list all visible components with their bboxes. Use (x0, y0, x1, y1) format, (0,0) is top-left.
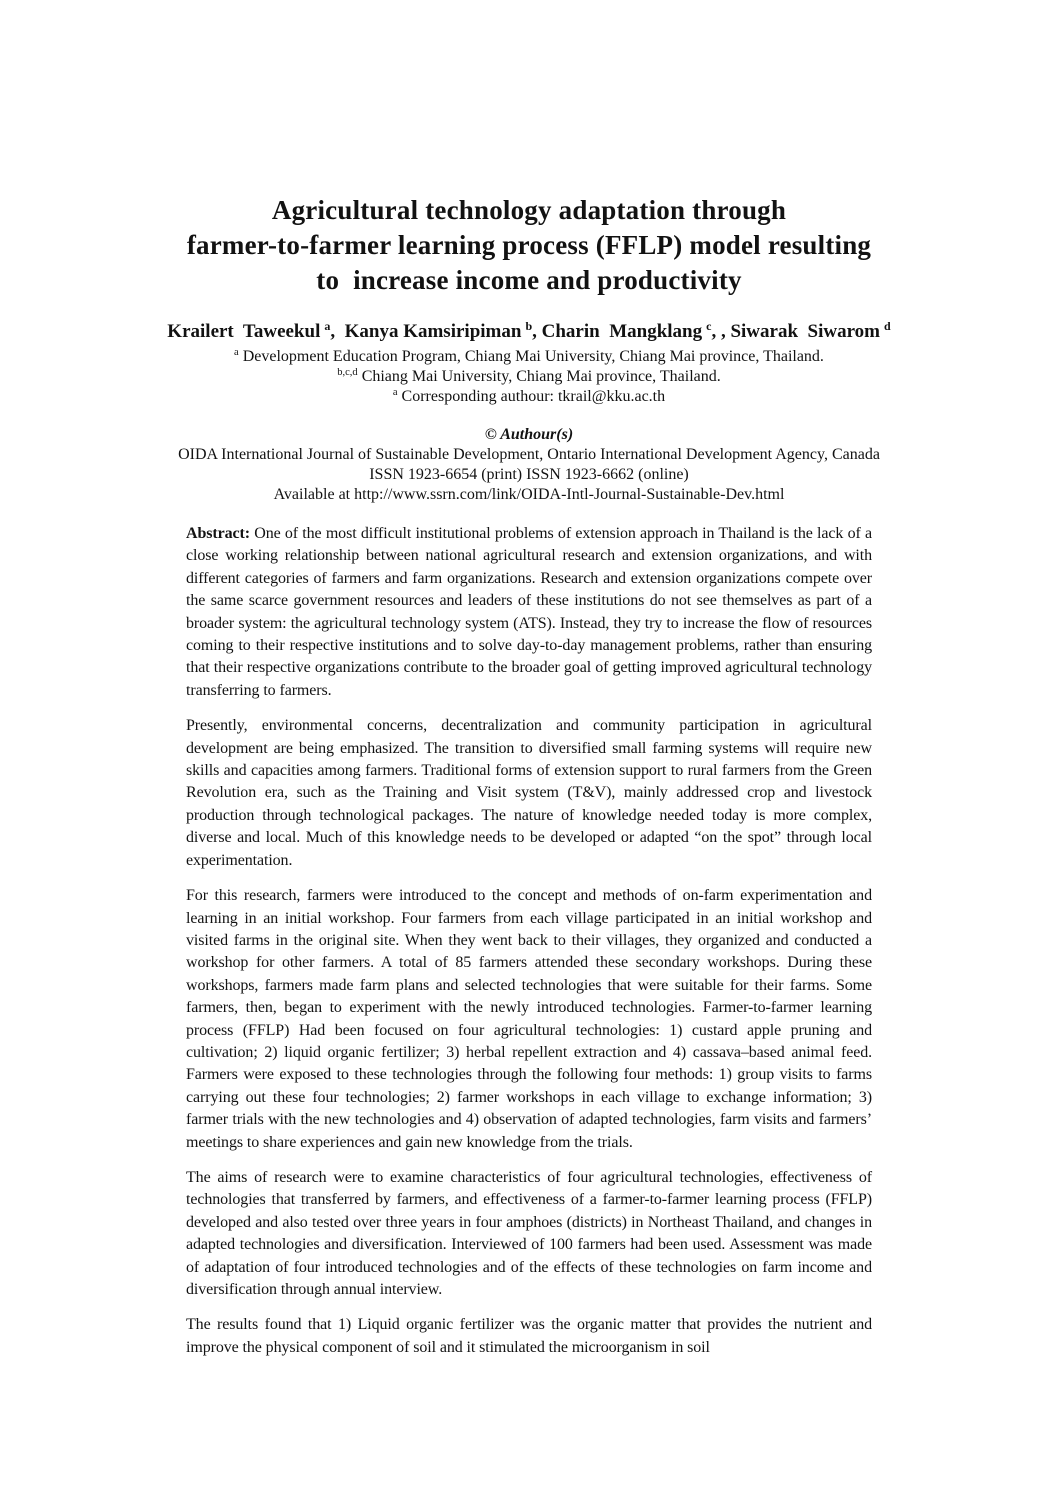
copyright-block (0, 425, 1058, 505)
title-line: to increase income and productivity (316, 265, 742, 295)
title-line: Agricultural technology adaptation through (271, 195, 787, 225)
author-separator: , , (711, 321, 731, 342)
affiliation-mark: a (392, 386, 398, 398)
author-separator: , (532, 321, 542, 342)
journal-name-line: OIDA International Journal of Sustainable Development, Ontario International Development Agency, Canada (178, 446, 880, 463)
corresponding-author-text: Corresponding authour: tkrail@kku.ac.th (401, 388, 666, 405)
affiliation-line (0, 347, 1058, 367)
title-line: farmer-to-farmer learning process (FFLP) model resulting (186, 230, 872, 260)
abstract-paragraph (186, 523, 872, 702)
author-name: Charin Mangklang (541, 321, 703, 342)
abstract-paragraph: Presently, environmental concerns, decentralization and community participation in agricultural development are being emphasized. The transition to diversified small farming systems will require new skills and capacities among farmers. Traditional forms of extension support to rural farmers from the Green Revolution era, such as the Training and Visit system (T&V), mainly addressed crop and livestock production through technological packages. The nature of knowledge needed today is more complex, diverse and local. Much of this knowledge needs to be developed or adapted “on the spot” through local experimentation. (186, 717, 872, 869)
author-separator: , (330, 321, 345, 342)
author-name: Krailert Taweekul (167, 321, 321, 342)
abstract-label: Abstract: (186, 525, 250, 542)
issn-line: ISSN 1923-6654 (print) ISSN 1923-6662 (online) (369, 466, 689, 483)
availability-line: Available at http://www.ssrn.com/link/OIDA-Intl-Journal-Sustainable-Dev.html (273, 486, 785, 503)
author-affiliation-mark: c (706, 318, 712, 333)
author-affiliation-mark: b (525, 318, 533, 333)
affiliation-line (0, 367, 1058, 387)
author-affiliation-mark: d (884, 318, 891, 333)
abstract-paragraph: The aims of research were to examine characteristics of four agricultural technologies, effectiveness of technologies that transferred by farmers, and effectiveness of a farmer-to-farmer learning process (FFLP) developed and also tested over three years in four amphoes (districts) in Northeast Thailand, and changes in adapted technologies and diversification. Interviewed of 100 farmers had been used. Assessment was made of adaptation of four introduced technologies and of the effects of these technologies on farm income and diversification through annual interview. (186, 1168, 872, 1298)
abstract-paragraph: The results found that 1) Liquid organic fertilizer was the organic matter that provides the nutrient and improve the physical component of soil and it stimulated the microorganism in soil (186, 1316, 872, 1356)
author-name: Siwarak Siwarom (730, 321, 880, 342)
copyright-notice: © Authour(s) (484, 426, 574, 443)
author-affiliation-mark: a (324, 318, 331, 333)
affiliation-line (0, 387, 1058, 407)
page-title (0, 193, 1058, 298)
abstract-section (186, 523, 872, 1359)
abstract-paragraph: For this research, farmers were introduced to the concept and methods of on-farm experimentation and learning in an initial workshop. Four farmers from each village participated in an initial workshop and visited farms in the original site. When they went back to their villages, they organized and conducted a workshop for other farmers. A total of 85 farmers attended these secondary workshops. During these workshops, farmers made farm plans and selected technologies that were suitable for their farms. Some farmers, then, began to experiment with the newly introduced technologies. Farmer-to-farmer learning process (FFLP) Had been focused on four agricultural technologies: 1) custard apple pruning and cultivation; 2) liquid organic fertilizer; 3) herbal repellent extraction and 4) cassava–based animal feed. Farmers were exposed to these technologies through the following four methods: 1) group visits to farms carrying out these four technologies; 2) farmer workshops in each village to exchange information; 3) farmer trials with the new technologies and 4) observation of adapted technologies, farm visits and farmers’ meetings to share experiences and gain new knowledge from the trials. (186, 887, 872, 1151)
affiliations-block (0, 347, 1058, 407)
author-name: Kanya Kamsiripiman (344, 321, 522, 342)
author-line (0, 320, 1058, 344)
affiliation-text: Development Education Program, Chiang Mai University, Chiang Mai province, Thailand. (242, 348, 824, 365)
affiliation-text: Chiang Mai University, Chiang Mai province, Thailand. (361, 368, 721, 385)
affiliation-mark: a (234, 346, 239, 358)
affiliation-mark: b,c,d (337, 366, 358, 378)
abstract-body-text: One of the most difficult institutional problems of extension approach in Thailand is the lack of a close working relationship between national agricultural research and extension organizations, and with different categories of farmers and farm organizations. Research and extension organizations compete over the same scarce government resources and leaders of these institutions do not see themselves as part of a broader system: the agricultural technology system (ATS). Instead, they try to increase the flow of resources coming to their respective institutions and to solve day-to-day management problems, rather than ensuring that their respective organizations contribute to the broader goal of getting improved agricultural technology transferring to farmers. (186, 525, 872, 699)
